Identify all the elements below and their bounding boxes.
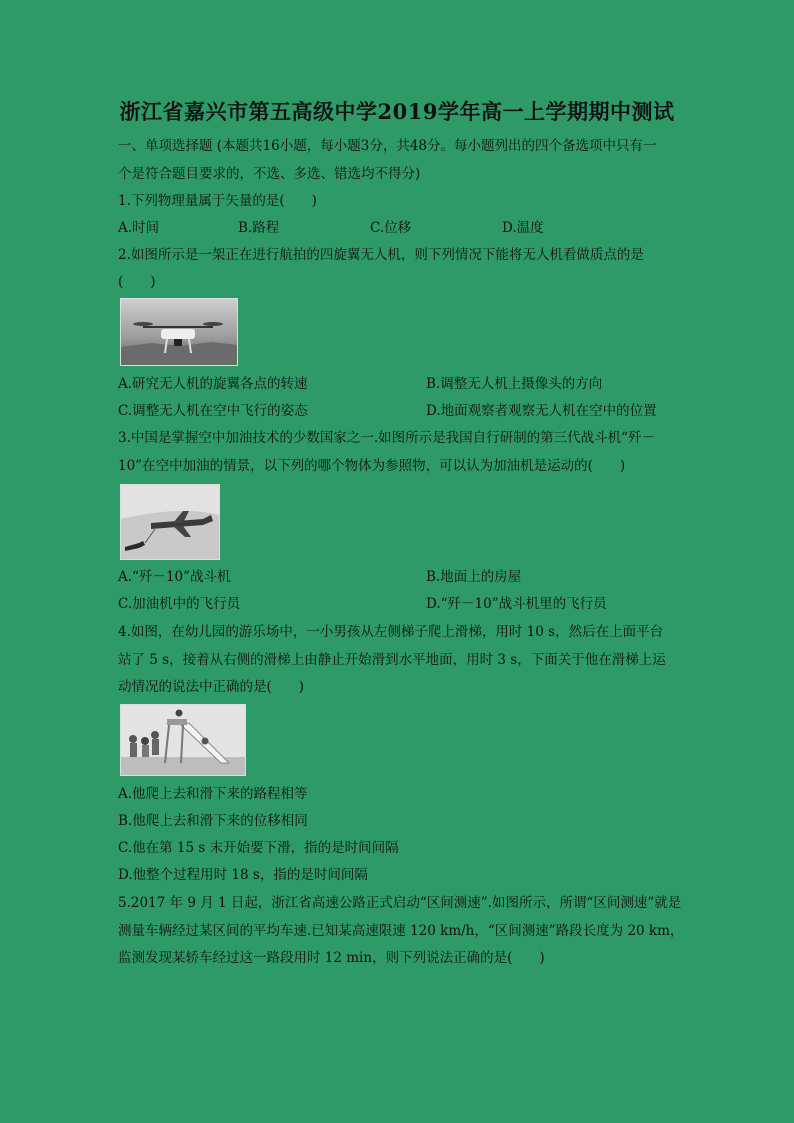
question-3-option-d: D.“歼－10”战斗机里的飞行员 [426,596,607,612]
question-3-option-c: C.加油机中的飞行员 [118,596,241,612]
question-4-stem-line1: 4.如图，在幼儿园的游乐场中，一小男孩从左侧梯子爬上滑梯，用时 10 s，然后在上面平台 [118,624,664,640]
question-2-stem-line2: ( ) [118,274,156,290]
question-5-stem-line2: 测量车辆经过某区间的平均车速.已知某高速限速 120 km/h，“区间测速”路段长度为 20 km， [118,923,684,939]
question-4-option-c: C.他在第 15 s 末开始要下滑，指的是时间间隔 [118,840,399,856]
question-1-option-b: B.路程 [238,220,280,236]
drone-photo [120,298,238,366]
question-3-stem-line1: 3.中国是掌握空中加油技术的少数国家之一.如图所示是我国自行研制的第三代战斗机“歼－ [118,430,656,446]
section-instruction-line1: 一、单项选择题 (本题共16小题，每小题3分，共48分。每小题列出的四个备选项中只有一 [118,138,657,154]
question-5-stem-line1: 5.2017 年 9 月 1 日起，浙江省高速公路正式启动“区间测速”.如图所示，所谓“区间测速”就是 [118,895,682,911]
question-3-option-b: B.地面上的房屋 [426,569,522,585]
question-4-stem-line2: 站了 5 s，接着从右侧的滑梯上由静止开始滑到水平地面，用时 3 s，下面关于他在滑梯上运 [118,652,666,668]
question-1-option-a: A.时间 [118,220,160,236]
question-2-stem-line1: 2.如图所示是一架正在进行航拍的四旋翼无人机，则下列情况下能将无人机看做质点的是 [118,247,644,263]
question-4-stem-line3: 动情况的说法中正确的是( ) [118,679,305,695]
question-4-option-d: D.他整个过程用时 18 s，指的是时间间隔 [118,867,368,883]
question-4-option-a: A.他爬上去和滑下来的路程相等 [118,786,308,802]
slide-playground-photo [120,704,246,776]
question-2-option-c: C.调整无人机在空中飞行的姿态 [118,403,308,419]
question-1-option-d: D.温度 [502,220,544,236]
question-3-option-a: A.“歼－10”战斗机 [118,569,231,585]
question-5-stem-line3: 监测发现某轿车经过这一路段用时 12 min，则下列说法正确的是( ) [118,950,545,966]
page-title: 浙江省嘉兴市第五高级中学2019学年高一上学期期中测试 [119,99,675,124]
section-instruction-line2: 个是符合题目要求的，不选、多选、错选均不得分) [118,166,421,182]
question-2-option-d: D.地面观察者观察无人机在空中的位置 [426,403,657,419]
question-2-option-a: A.研究无人机的旋翼各点的转速 [118,376,308,392]
refueling-aircraft-photo [120,484,220,560]
question-1-stem: 1.下列物理量属于矢量的是( ) [118,193,317,209]
question-1-option-c: C.位移 [370,220,412,236]
question-4-option-b: B.他爬上去和滑下来的位移相同 [118,813,308,829]
question-3-stem-line2: 10”在空中加油的情景，以下列的哪个物体为参照物，可以认为加油机是运动的( ) [118,458,626,474]
question-2-option-b: B.调整无人机上摄像头的方向 [426,376,603,392]
